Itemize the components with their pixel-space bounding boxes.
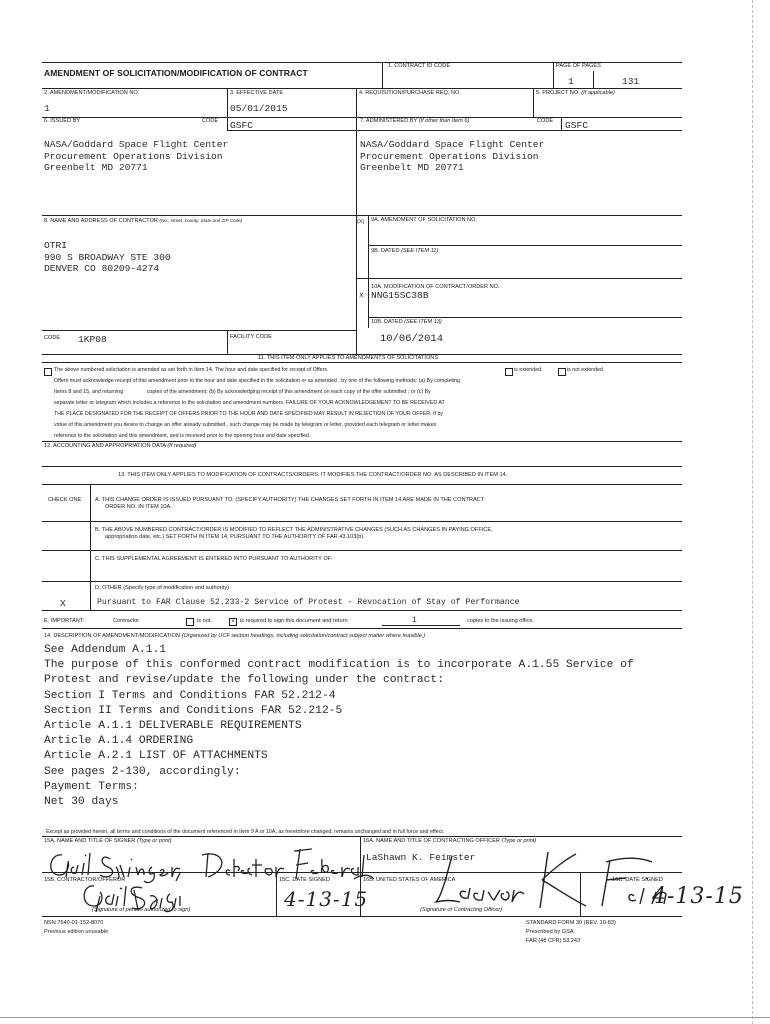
item11-header: 11. THIS ITEM ONLY APPLIES TO AMENDMENTS OF SOLICITATIONS [258, 355, 439, 361]
nsn-number: NSN 7540-01-152-8070 [44, 920, 104, 926]
item-e-is-not: is not. [197, 618, 212, 624]
standard-form-id: STANDARD FORM 30 (REV. 10-83) [526, 920, 616, 926]
box10b-value: 10/06/2014 [380, 333, 444, 345]
item11-line1: The above numbered solicitation is amended as set forth in Item 14. The hour and date specified for receipt of Offers [54, 367, 328, 373]
item11-not-extended-checkbox[interactable] [558, 368, 566, 376]
box2-value: 1 [44, 103, 50, 114]
box1-label: 1. CONTRACT ID CODE [388, 63, 451, 69]
box10a-value: NNG15SC38B [371, 290, 429, 301]
box16c-label: 16C. DATE SIGNED [612, 877, 663, 883]
item-e-label: E. IMPORTANT: [44, 618, 85, 624]
item13a-line1: A. THIS CHANGE ORDER IS ISSUED PURSUANT TO: (SPECIFY AUTHORITY) THE CHANGES SET FORTH IN ITEM 14 ARE MADE IN THE CONTRACT [95, 497, 485, 503]
item13d-mark: X [60, 598, 66, 609]
item13-header: 13. THIS ITEM ONLY APPLIES TO MODIFICATION OF CONTRACTS/ORDERS. IT MODIFIES THE CONTRACT/ORDER NO. AS DESCRIBED IN ITEM 14. [118, 472, 508, 478]
contractor-code-label: CODE [44, 335, 61, 341]
box15c-value: 4-13-15 [284, 887, 369, 911]
box7-label: 7. ADMINISTERED BY (If other than Item 6) [360, 118, 470, 124]
box9b-label: 9B. DATED (SEE ITEM 11) [371, 248, 439, 254]
box3-label: 3. EFFECTIVE DATE [230, 90, 284, 96]
box2-label: 2. AMENDMENT/MODIFICATION NO. [44, 90, 140, 96]
facility-code-label: FACILITY CODE [230, 334, 272, 340]
item-e-copies: 1 [412, 616, 417, 625]
box5-label: 5. PROJECT NO. (If applicable) [536, 90, 615, 96]
contractor-code: 1KP08 [78, 334, 107, 345]
item13d-line1: D. OTHER (Specify type of modification and authority) [95, 585, 229, 591]
box6-label: 6. ISSUED BY [44, 118, 81, 124]
item14-description: See Addendum A.1.1 The purpose of this conformed contract modification is to incorporate A.1.55 Service of Protest and revise/update the following under the contract: Section I Terms and Conditions FAR 52.212-4 Section II Terms and Conditions FAR 52.212-5 Article A.1.1 DELIVERABLE REQUIREMENTS Article A.1.4 ORDERING Article A.2.1 LIST OF ATTACHMENTS See pages 2-130, accordingly: Payment Terms: Net 30 days [44, 644, 634, 809]
box8-label: 8. NAME AND ADDRESS OF CONTRACTOR (No., street, county, State and ZIP Code) [44, 218, 243, 224]
box6-code: GSFC [230, 120, 254, 131]
box10a-label: 10A. MODIFICATION OF CONTRACT/ORDER NO. [371, 284, 500, 290]
box6-address: NASA/Goddard Space Flight Center Procurement Operations Division Greenbelt MD 20771 [44, 139, 229, 173]
box9-marker: (X) [357, 219, 365, 225]
item-e-is-required: is required to sign this document and return [240, 618, 348, 624]
scan-page-edge [752, 0, 753, 1024]
item-e-contractor: Contractor [113, 618, 140, 624]
box7-code-label: CODE [537, 118, 554, 124]
item11-line2: Offers must acknowledge receipt of this amendment prior to the hour and date specified in the solicitation or as amended , by one of the following methods: (a) By completing [54, 378, 460, 384]
item14-label: 14. DESCRIPTION OF AMENDMENT/MODIFICATION (Organized by UCF section headings, including solicitation/contract subject matter where feasible.) [44, 633, 426, 639]
except-text: Except as provided herein, all terms and conditions of the document referenced in Item 9 A or 10A, as heretofore changed, remains unchanged and in full force and effect. [46, 829, 445, 835]
box10-mark: x [359, 291, 364, 300]
check-one-label: CHECK ONE [48, 497, 82, 503]
item12-label: 12. ACCOUNTING AND APPROPRIATION DATA (If required) [44, 443, 197, 449]
item11-not-extended: is not extended. [567, 367, 605, 373]
box16c-value: 4-13-15 [652, 884, 744, 909]
item11-line7: reference to the solicitation and this amendment, and is received prior to the opening hour and date specified. [54, 433, 311, 439]
box16a-label: 16A. NAME AND TITLE OF CONTRACTING OFFICER (Type or print) [363, 838, 537, 844]
page-number: 1 [568, 76, 574, 87]
box15a-label: 15A. NAME AND TITLE OF SIGNER (Type or print) [44, 838, 172, 844]
scan-bottom-rule [0, 1017, 770, 1018]
box4-label: 4. REQUISITION/PURCHASE REQ. NO. [359, 90, 461, 96]
far-reference: FAR (48 CFR) 53.243 [526, 938, 581, 944]
item13a-line2: ORDER NO. IN ITEM 10A. [105, 504, 172, 510]
prescribed-by: Prescribed by GSA [526, 929, 574, 935]
box16b-sig-caption: (Signature of Contracting Officer) [420, 907, 503, 913]
page-of-pages-label: PAGE OF PAGES [556, 63, 601, 69]
item11-extended-checkbox[interactable] [505, 368, 513, 376]
item13b-line1: B. THE ABOVE NUMBERED CONTRACT/ORDER IS MODIFIED TO REFLECT THE ADMINISTRATIVE CHANGES (SUCH AS CHANGES IN PAYING OFFICE, [95, 527, 493, 533]
item13c-line1: C. THIS SUPPLEMENTAL AGREEMENT IS ENTERED INTO PURSUANT TO AUTHORITY OF: [95, 556, 333, 562]
box15b-label: 15B. CONTRACTOR/OFFEROR [44, 877, 126, 883]
item13b-line2: appropriation date, etc.) SET FORTH IN ITEM 14, PURSUANT TO THE AUTHORITY OF FAR 43.103(b). [105, 534, 365, 540]
box10b-label: 10B. DATED (SEE ITEM 13) [371, 319, 442, 325]
item11-amended-checkbox[interactable] [44, 368, 52, 376]
box6-code-label: CODE [202, 118, 219, 124]
box16b-label: 16B. UNITED STATES OF AMERICA [363, 877, 456, 883]
box8-address: OTRI 990 S BROADWAY STE 300 DENVER CO 80209-4274 [44, 240, 171, 274]
box16a-value: LaShawn K. Feimster [366, 852, 476, 863]
item11-line3: Items 8 and 15, and returning copies of the amendment; (b) By acknowledging receipt of this amendment on each copy of the offer submitted ; or (c) By [54, 389, 431, 395]
item13d-value: Pursuant to FAR Clause 52.233-2 Service of Protest - Revocation of Stay of Performance [97, 598, 520, 607]
box15b-sig-caption: (Signature of person authorized to sign) [92, 907, 191, 913]
item-e-tail: copies to the issuing office. [467, 618, 535, 624]
item11-extended: is extended. [514, 367, 543, 373]
item-e-is-required-checkbox[interactable]: × [229, 618, 237, 626]
box7-address: NASA/Goddard Space Flight Center Procurement Operations Division Greenbelt MD 20771 [360, 139, 545, 173]
previous-edition-note: Previous edition unusable [44, 929, 109, 935]
box3-value: 05/01/2015 [230, 103, 288, 114]
box9a-label: 9A. AMENDMENT OF SOLICITATION NO. [371, 217, 477, 223]
item11-line4: separate letter or telegram which includes a reference to the solicitation and amendment numbers. FAILURE OF YOUR ACKNOWLEDGEMENT TO BE RECEIVED AT [54, 400, 445, 406]
page-total: 131 [622, 76, 640, 87]
item11-line6: virtue of this amendment you desire to change an offer already submitted , such change may be made by telegram or letter, provided each telegram or letter makes [54, 422, 437, 428]
item-e-is-not-checkbox[interactable] [186, 618, 194, 626]
box15c-label: 15C. DATE SIGNED [279, 877, 330, 883]
form-title: AMENDMENT OF SOLICITATION/MODIFICATION OF CONTRACT [44, 68, 308, 78]
box7-code: GSFC [565, 120, 589, 131]
item11-line5: THE PLACE DESIGNATED FOR THE RECEIPT OF OFFERS PRIOR TO THE HOUR AND DATE SPECIFIED MAY RESULT IN REJECTION OF YOUR OFFER. If by [54, 411, 444, 417]
